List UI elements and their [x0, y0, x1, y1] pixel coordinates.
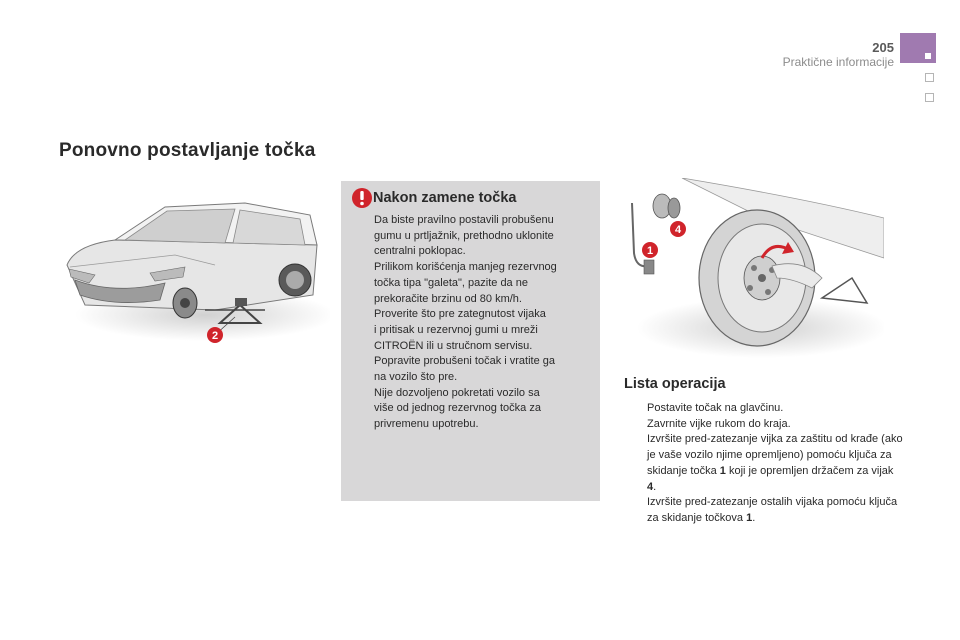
chapter-tab[interactable] [925, 93, 934, 102]
warning-line: prekoračite brzinu od 80 km/h. [374, 292, 522, 305]
warning-line: na vozilo što pre. [374, 371, 458, 384]
list-item: Postavite točak na glavčinu. [647, 402, 784, 414]
warning-line: Proverite što pre zategnutost vijaka [374, 308, 546, 321]
callout-2: 2 [211, 330, 219, 342]
operations-list [624, 401, 904, 527]
callout-1: 1 [646, 245, 654, 257]
chapter-tab[interactable] [925, 73, 934, 82]
operations-title: Lista operacija [624, 376, 726, 392]
list-item: Izvršite pred-zatezanje ostalih vijaka pomoću ključa za skidanje točkova 1. [647, 496, 898, 524]
warning-line: centralni poklopac. [374, 245, 466, 258]
car-jack-illustration [55, 185, 330, 350]
wheel-fitting-illustration [622, 178, 884, 360]
warning-line: točka tipa "galeta", pazite da ne [374, 276, 528, 289]
tab-square-icon [925, 53, 931, 59]
warning-title: Nakon zamene točka [373, 190, 517, 206]
list-item: Izvršite pred-zatezanje vijka za zaštitu od krađe (ako je vaše vozilo njime opremljeno) pomoću ključa za skidanje točka 1 koji je opremljen držačem za vijak 4. [647, 433, 903, 493]
warning-line: privremenu upotrebu. [374, 418, 479, 431]
warning-line: i pritisak u rezervnoj gumi u mreži [374, 323, 538, 336]
chapter-tab-active[interactable] [900, 33, 936, 63]
warning-line: Da biste pravilno postavili probušenu [374, 214, 554, 226]
warning-line: Nije dozvoljeno pokretati vozilo sa [374, 386, 540, 399]
warning-line: gumu u prtljažnik, prethodno uklonite [374, 229, 554, 242]
page-number: 205 [872, 40, 894, 55]
warning-line: Prilikom korišćenja manjeg rezervnog [374, 261, 557, 274]
page-title: Ponovno postavljanje točka [59, 140, 316, 161]
section-name: Praktične informacije [782, 55, 894, 69]
warning-line: CITROËN ili u stručnom servisu. [374, 339, 533, 352]
warning-line: više od jednog rezervnog točka za [374, 402, 541, 415]
callout-4: 4 [674, 224, 682, 236]
warning-line: Popravite probušeni točak i vratite ga [374, 355, 555, 368]
warning-box [341, 181, 600, 501]
warning-text [374, 213, 594, 433]
list-item: Zavrnite vijke rukom do kraja. [647, 417, 791, 430]
warning-exclamation-icon [351, 187, 373, 209]
